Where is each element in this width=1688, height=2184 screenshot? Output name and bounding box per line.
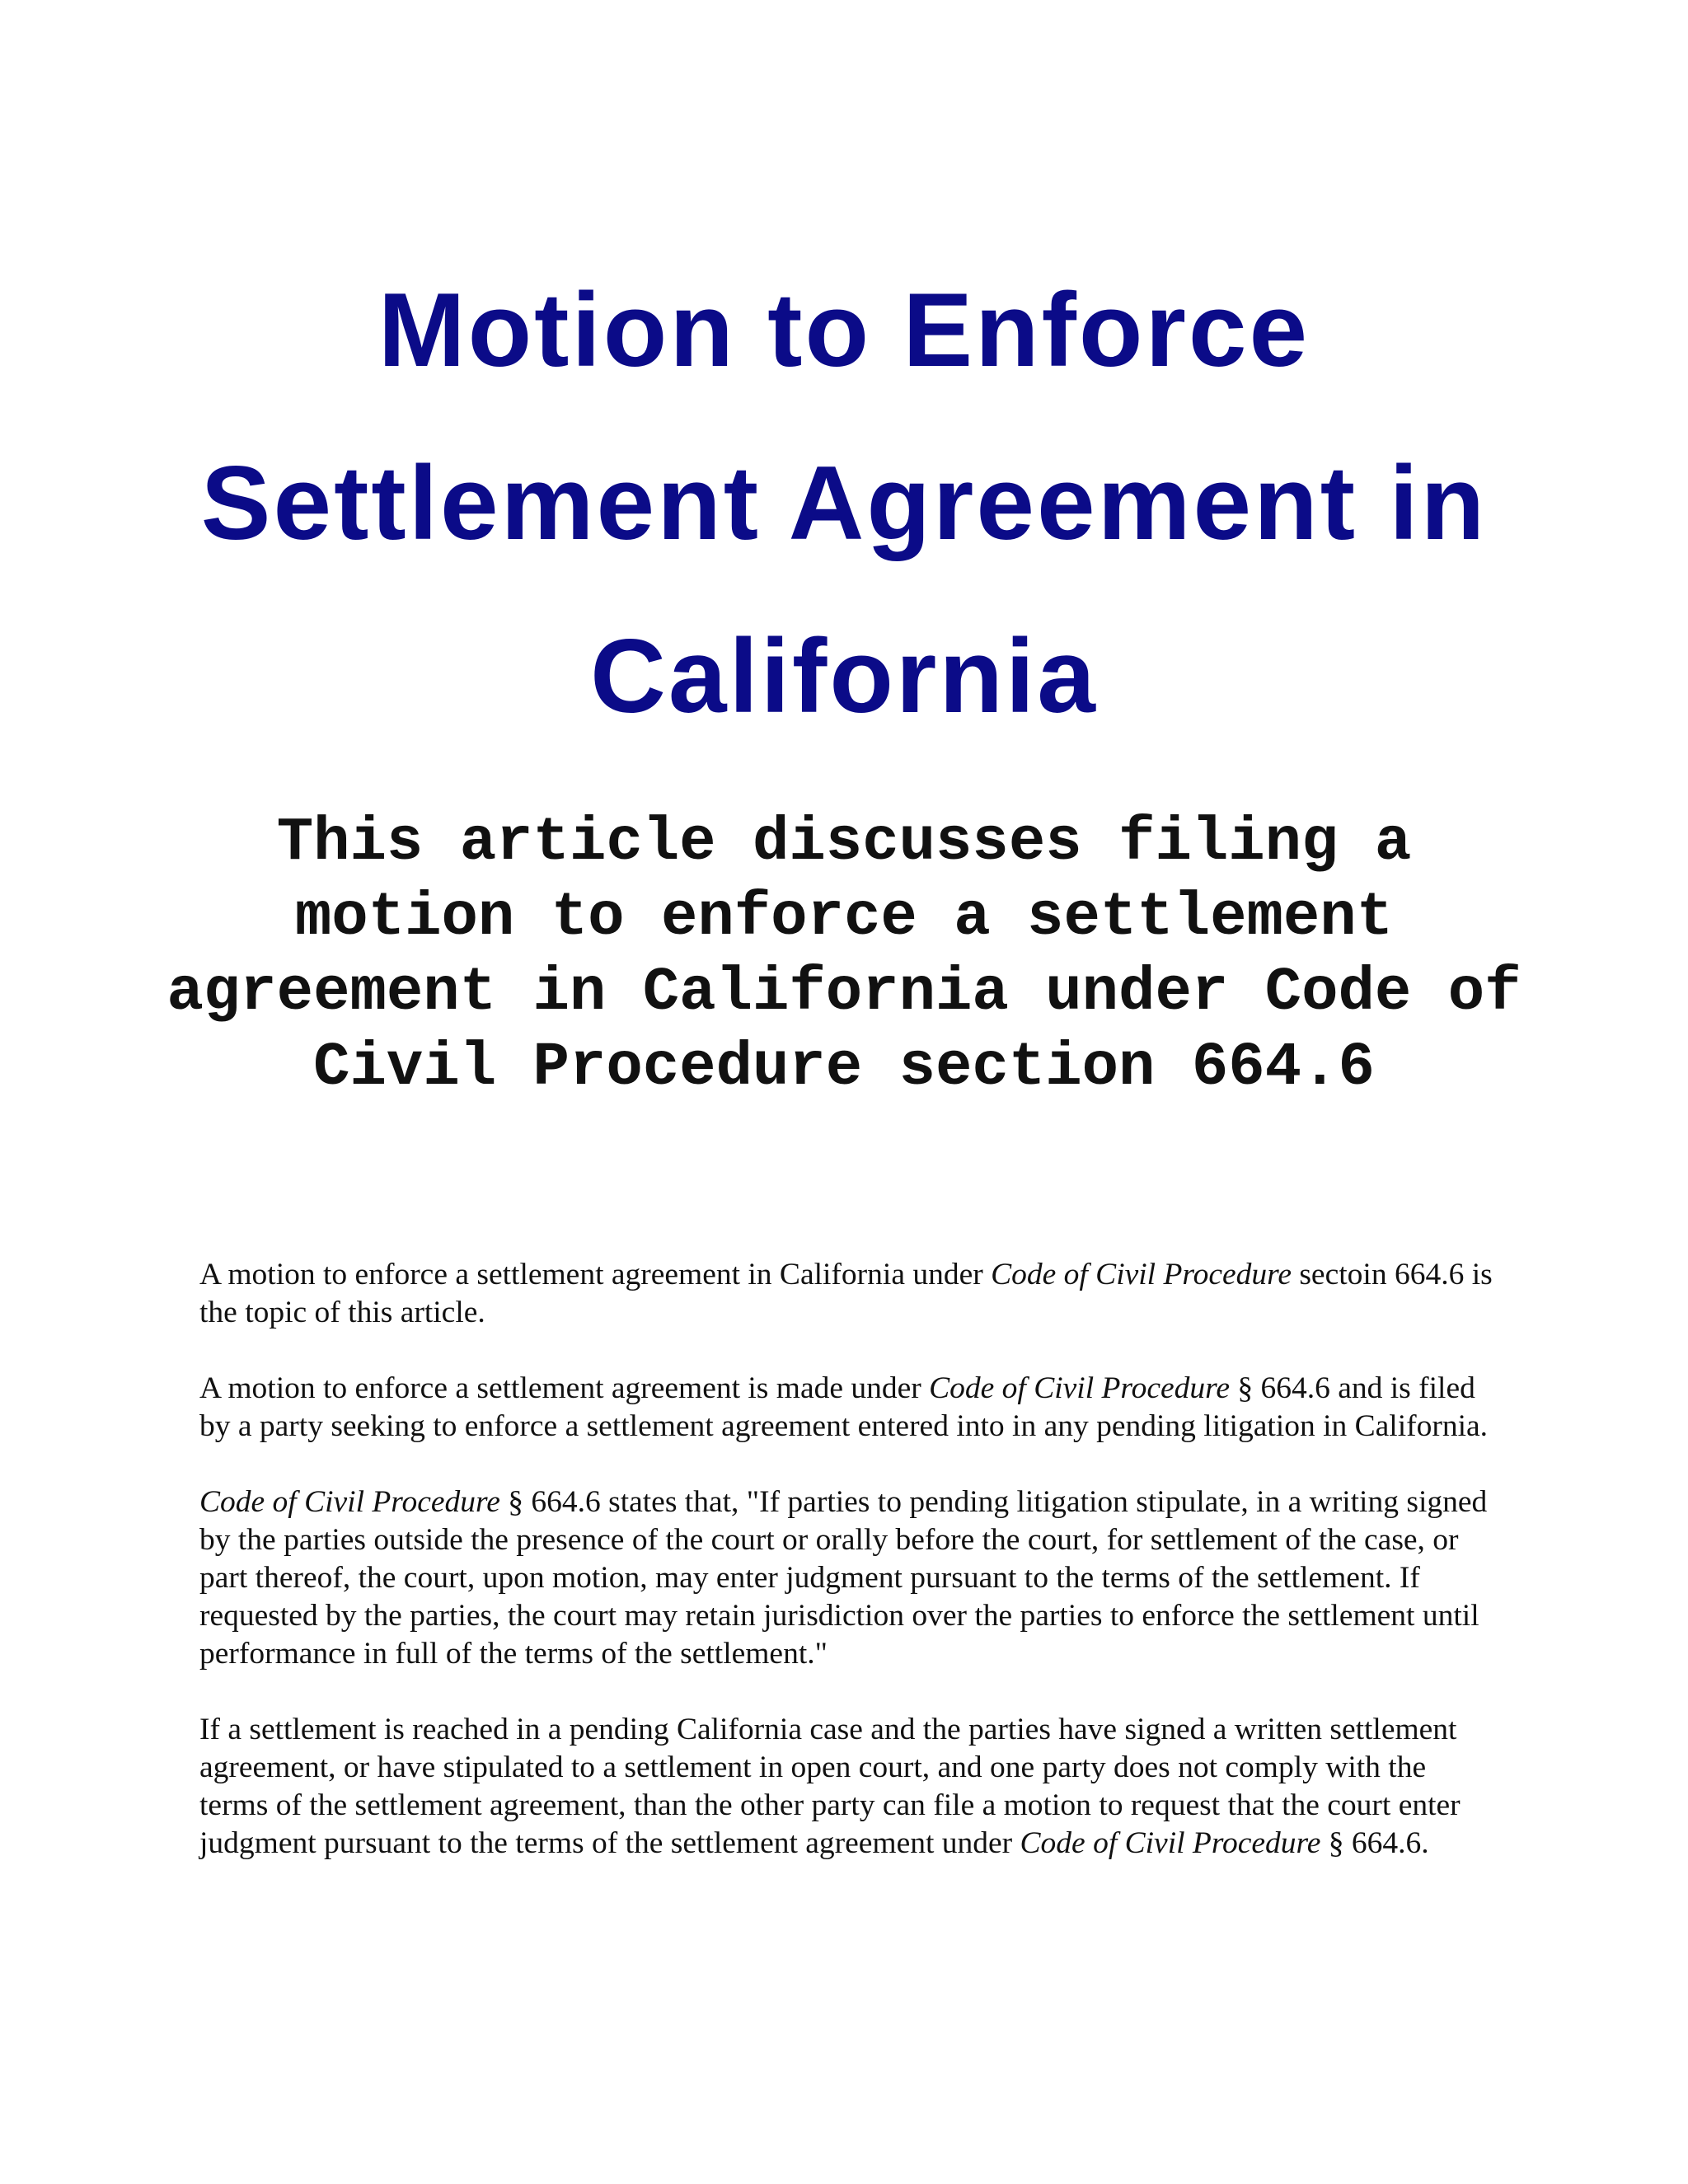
paragraph-4-code-citation: Code of Civil Procedure bbox=[1020, 1826, 1321, 1860]
paragraph-3 bbox=[199, 1483, 1502, 1673]
paragraph-1-code-citation: Code of Civil Procedure bbox=[991, 1258, 1292, 1291]
paragraph-4-text-a: If a settlement is reached in a pending California case and the parties have signed a written settlement agreement, or have stipulated to a settlement in open court, and one party does not comply with the terms of the settlement agreement, than the other party can file a motion to request that the court enter judgment pursuant to the terms of the settlement agreement under bbox=[199, 1713, 1461, 1860]
paragraph-2 bbox=[199, 1370, 1502, 1446]
article-body bbox=[199, 1256, 1502, 1900]
paragraph-1-text-a: A motion to enforce a settlement agreement in California under bbox=[199, 1258, 992, 1291]
paragraph-1-text-c: sectoin 664.6 is the topic of this article. bbox=[199, 1258, 1493, 1329]
paragraph-1 bbox=[199, 1256, 1502, 1332]
paragraph-4 bbox=[199, 1711, 1502, 1863]
paragraph-3-code-citation: Code of Civil Procedure bbox=[199, 1485, 500, 1519]
paragraph-2-text-c: § 664.6 and is filed by a party seeking to enforce a settlement agreement entered into in any pending litigation in California. bbox=[199, 1371, 1489, 1443]
article-subtitle: This article discusses filing a motion to enforce a settlement agreement in California under Code of Civil Procedure section 664.6 bbox=[166, 808, 1522, 1103]
paragraph-2-code-citation: Code of Civil Procedure bbox=[929, 1371, 1230, 1405]
paragraph-2-text-a: A motion to enforce a settlement agreement is made under bbox=[199, 1371, 930, 1405]
page-title: Motion to Enforce Settlement Agreement in California bbox=[200, 271, 1488, 734]
paragraph-3-quote: § 664.6 states that, "If parties to pending litigation stipulate, in a writing signed by the parties outside the presence of the court or orally before the court, for settlement of the case, or part thereof, the court, upon motion, may enter judgment pursuant to the terms of the settlement. If requested by the parties, the court may retain jurisdiction over the parties to enforce the settlement until performance in full of the terms of the settlement." bbox=[199, 1485, 1488, 1671]
paragraph-4-text-c: § 664.6. bbox=[1320, 1826, 1429, 1860]
